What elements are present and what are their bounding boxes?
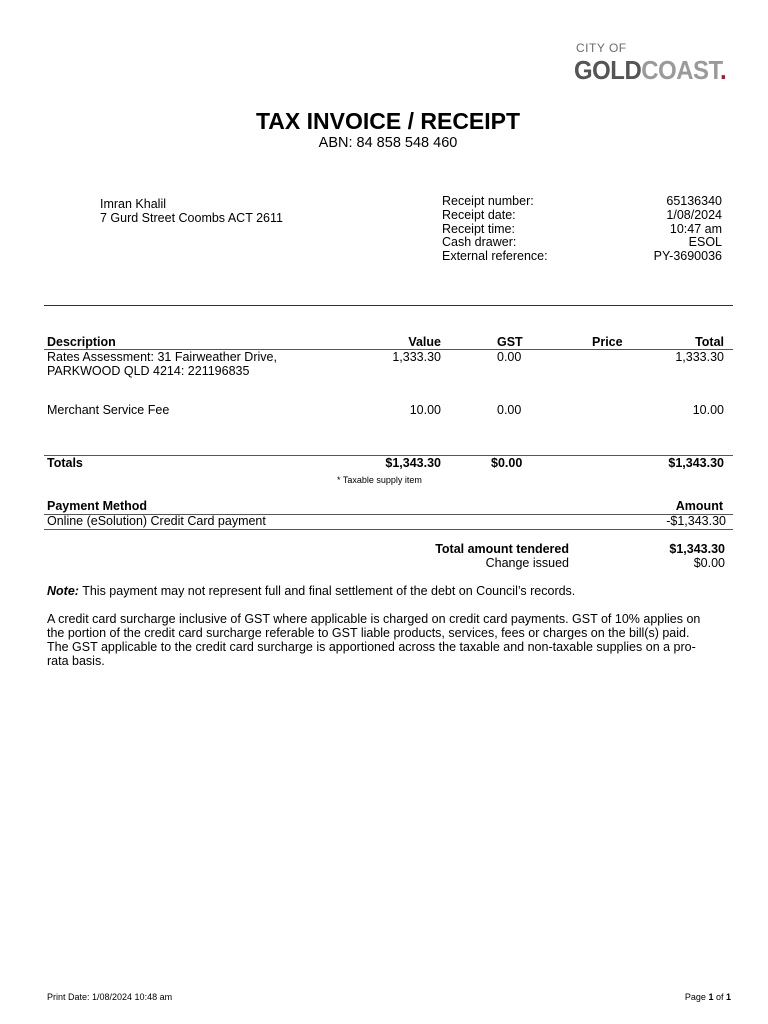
header-price: Price (592, 335, 623, 349)
change-issued-value: $0.00 (693, 556, 725, 570)
header-gst: GST (497, 335, 523, 349)
receipt-label: External reference: (442, 249, 548, 264)
settlement-note (47, 584, 737, 598)
note-label: Note: (47, 584, 79, 598)
table-row-description (47, 350, 277, 378)
document-title: TAX INVOICE / RECEIPT (255, 108, 521, 134)
payment-method: Online (eSolution) Credit Card payment (47, 514, 266, 528)
header-divider (44, 305, 733, 306)
receipt-label: Cash drawer: (442, 235, 517, 250)
payment-method-header: Payment Method (47, 499, 148, 513)
receipt-value: PY-3690036 (653, 249, 722, 264)
receipt-row (442, 223, 722, 237)
page-total: 1 (725, 992, 731, 1002)
payment-amount: -$1,343.30 (666, 514, 726, 528)
header-total: Total (695, 335, 724, 349)
receipt-label: Receipt time: (442, 221, 515, 236)
customer-address-block (100, 197, 283, 225)
payment-amount-header: Amount (675, 499, 723, 513)
header-description: Description (47, 335, 116, 349)
paragraph-line: the portion of the credit card surcharge referable to GST liable products, services, fees or charges on the bill(s) paid. (47, 626, 690, 640)
payment-bottom-rule (44, 529, 733, 530)
receipt-row (442, 250, 722, 264)
receipt-label: Receipt number: (442, 194, 534, 208)
row-total: 10.00 (692, 403, 724, 417)
page-number (640, 992, 731, 1002)
council-logo (574, 55, 726, 85)
total-tendered-value: $1,343.30 (669, 542, 725, 556)
change-issued-label: Change issued (485, 556, 569, 570)
total-tendered-label: Total amount tendered (435, 542, 569, 556)
receipt-label: Receipt date: (442, 207, 516, 222)
row-gst: 0.00 (497, 350, 522, 364)
header-value: Value (408, 335, 441, 349)
print-date: Print Date: 1/08/2024 10:48 am (47, 992, 173, 1002)
abn: ABN: 84 858 548 460 (318, 135, 458, 151)
receipt-details (442, 195, 722, 264)
page-of: of (713, 992, 726, 1002)
page-current: 1 (708, 992, 714, 1002)
receipt-row (442, 209, 722, 223)
note-text: This payment may not represent full and final settlement of the debt on Council’s records. (78, 584, 576, 598)
customer-address: 7 Gurd Street Coombs ACT 2611 (100, 211, 283, 225)
table-row-description: Merchant Service Fee (47, 403, 170, 417)
taxable-supply-note: * Taxable supply item (337, 475, 422, 485)
receipt-row (442, 236, 722, 250)
paragraph-line: The GST applicable to the credit card surcharge is apportioned across the taxable and non-taxable supplies on a pro- (47, 640, 696, 654)
row-value: 10.00 (409, 403, 441, 417)
description-line: PARKWOOD QLD 4214: 221196835 (47, 364, 250, 378)
row-gst: 0.00 (497, 403, 522, 417)
customer-name: Imran Khalil (100, 197, 166, 211)
surcharge-paragraph (47, 612, 737, 668)
receipt-value: 1/08/2024 (666, 207, 722, 222)
page-label: Page (684, 992, 709, 1002)
totals-value: $1,343.30 (385, 456, 441, 470)
receipt-value: ESOL (688, 235, 722, 250)
receipt-row (442, 195, 722, 209)
logo-coast: COAST (641, 55, 721, 85)
row-value: 1,333.30 (392, 350, 441, 364)
totals-label: Totals (47, 456, 83, 470)
logo-gold: GOLD (574, 55, 642, 85)
logo-dot: . (720, 55, 727, 85)
row-total: 1,333.30 (675, 350, 724, 364)
receipt-value: 10:47 am (669, 221, 722, 236)
totals-gst: $0.00 (491, 456, 523, 470)
description-line: Rates Assessment: 31 Fairweather Drive, (47, 350, 277, 364)
paragraph-line: rata basis. (47, 654, 105, 668)
totals-total: $1,343.30 (668, 456, 724, 470)
receipt-value: 65136340 (666, 194, 722, 208)
logo-city-of: CITY OF (576, 41, 627, 55)
paragraph-line: A credit card surcharge inclusive of GST where applicable is charged on credit card payments. GST of 10% applies on (47, 612, 701, 626)
